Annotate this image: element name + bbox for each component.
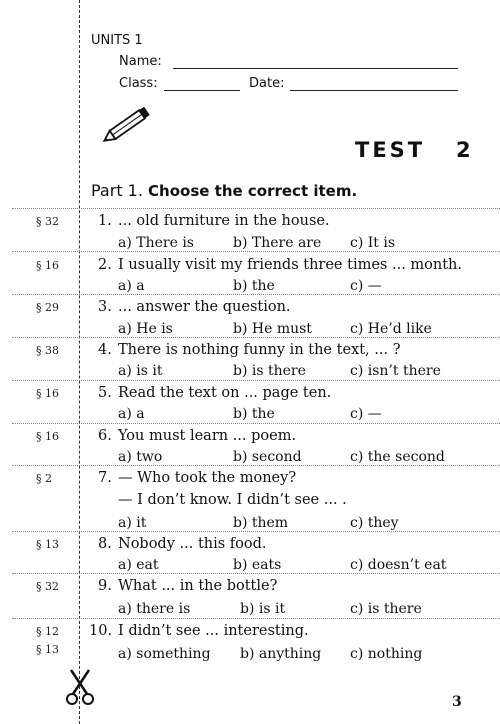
question-separator	[12, 531, 500, 532]
answer-option[interactable]: b) is it	[240, 601, 286, 617]
answer-option[interactable]: b) There are	[233, 235, 322, 251]
question-separator	[12, 465, 500, 466]
question-text: There is nothing funny in the text, ... ?	[118, 342, 401, 358]
question-text: I usually visit my friends three times ... month.	[118, 257, 462, 273]
answer-option[interactable]: b) He must	[233, 321, 312, 337]
answer-option[interactable]: c) He’d like	[350, 321, 432, 337]
question-text: — I don’t know. I didn’t see ... .	[118, 492, 347, 508]
answer-option[interactable]: a) eat	[118, 557, 159, 573]
answer-option[interactable]: c) doesn’t eat	[350, 557, 447, 573]
section-ref: § 32	[36, 580, 59, 593]
question-number: 8.	[98, 536, 112, 552]
question-text: ... answer the question.	[118, 299, 291, 315]
cut-line	[79, 0, 80, 724]
question-number: 2.	[98, 257, 112, 273]
question-text: I didn’t see ... interesting.	[118, 623, 309, 639]
section-ref: § 12	[36, 625, 59, 638]
question-separator	[12, 251, 500, 252]
question-number: 10.	[89, 623, 113, 639]
section-ref: § 16	[36, 387, 59, 400]
date-label: Date:	[249, 76, 285, 91]
question-number: 3.	[98, 299, 112, 315]
class-label: Class:	[119, 76, 158, 91]
answer-option[interactable]: c) they	[350, 515, 399, 531]
question-separator	[12, 337, 500, 338]
section-ref: § 13	[36, 538, 59, 551]
answer-option[interactable]: a) there is	[118, 601, 191, 617]
question-text: Nobody ... this food.	[118, 536, 267, 552]
section-ref: § 38	[36, 344, 59, 357]
question-number: 4.	[98, 342, 112, 358]
section-ref: § 16	[36, 259, 59, 272]
answer-option[interactable]: b) the	[233, 278, 275, 294]
question-text: What ... in the bottle?	[118, 578, 278, 594]
page-number: 3	[452, 694, 462, 710]
answer-option[interactable]: a) two	[118, 449, 163, 465]
class-field[interactable]	[164, 90, 240, 91]
section-ref: § 2	[36, 472, 52, 485]
question-number: 6.	[98, 428, 112, 444]
question-separator	[12, 294, 500, 295]
answer-option[interactable]: c) is there	[350, 601, 422, 617]
name-field[interactable]	[173, 68, 458, 69]
answer-option[interactable]: a) a	[118, 278, 145, 294]
question-number: 9.	[98, 578, 112, 594]
answer-option[interactable]: a) There is	[118, 235, 194, 251]
part-label: Part 1.	[91, 181, 143, 200]
answer-option[interactable]: b) them	[233, 515, 289, 531]
answer-option[interactable]: a) a	[118, 406, 145, 422]
answer-option[interactable]: c) —	[350, 406, 382, 422]
section-ref: § 16	[36, 430, 59, 443]
question-text: You must learn ... poem.	[118, 428, 297, 444]
question-text: Read the text on ... page ten.	[118, 385, 332, 401]
answer-option[interactable]: a) is it	[118, 363, 163, 379]
question-separator	[12, 573, 500, 574]
section-ref: § 32	[36, 215, 59, 228]
question-text: — Who took the money?	[118, 470, 297, 486]
answer-option[interactable]: b) second	[233, 449, 302, 465]
answer-option[interactable]: c) nothing	[350, 646, 423, 662]
answer-option[interactable]: a) it	[118, 515, 147, 531]
part-instruction: Choose the correct item.	[148, 182, 358, 200]
answer-option[interactable]: b) eats	[233, 557, 282, 573]
question-separator	[12, 380, 500, 381]
answer-option[interactable]: c) isn’t there	[350, 363, 441, 379]
answer-option[interactable]: b) is there	[233, 363, 306, 379]
answer-option[interactable]: c) It is	[350, 235, 396, 251]
answer-option[interactable]: b) the	[233, 406, 275, 422]
part-heading	[91, 181, 357, 200]
answer-option[interactable]: a) something	[118, 646, 211, 662]
question-number: 1.	[98, 213, 112, 229]
name-label: Name:	[119, 54, 162, 69]
answer-option[interactable]: a) He is	[118, 321, 173, 337]
section-ref: § 29	[36, 301, 59, 314]
question-number: 7.	[98, 470, 112, 486]
question-text: ... old furniture in the house.	[118, 213, 330, 229]
question-separator	[12, 618, 500, 619]
answer-option[interactable]: c) —	[350, 278, 382, 294]
answer-option[interactable]: b) anything	[240, 646, 322, 662]
date-field[interactable]	[290, 90, 458, 91]
section-ref: § 13	[36, 643, 59, 656]
units-label: UNITS 1	[91, 33, 143, 48]
question-separator	[12, 423, 500, 424]
scissors-icon	[65, 668, 95, 708]
pencil-icon	[98, 104, 156, 148]
answer-option[interactable]: c) the second	[350, 449, 445, 465]
question-number: 5.	[98, 385, 112, 401]
test-title: TEST 2	[355, 138, 474, 162]
question-separator	[12, 208, 500, 209]
